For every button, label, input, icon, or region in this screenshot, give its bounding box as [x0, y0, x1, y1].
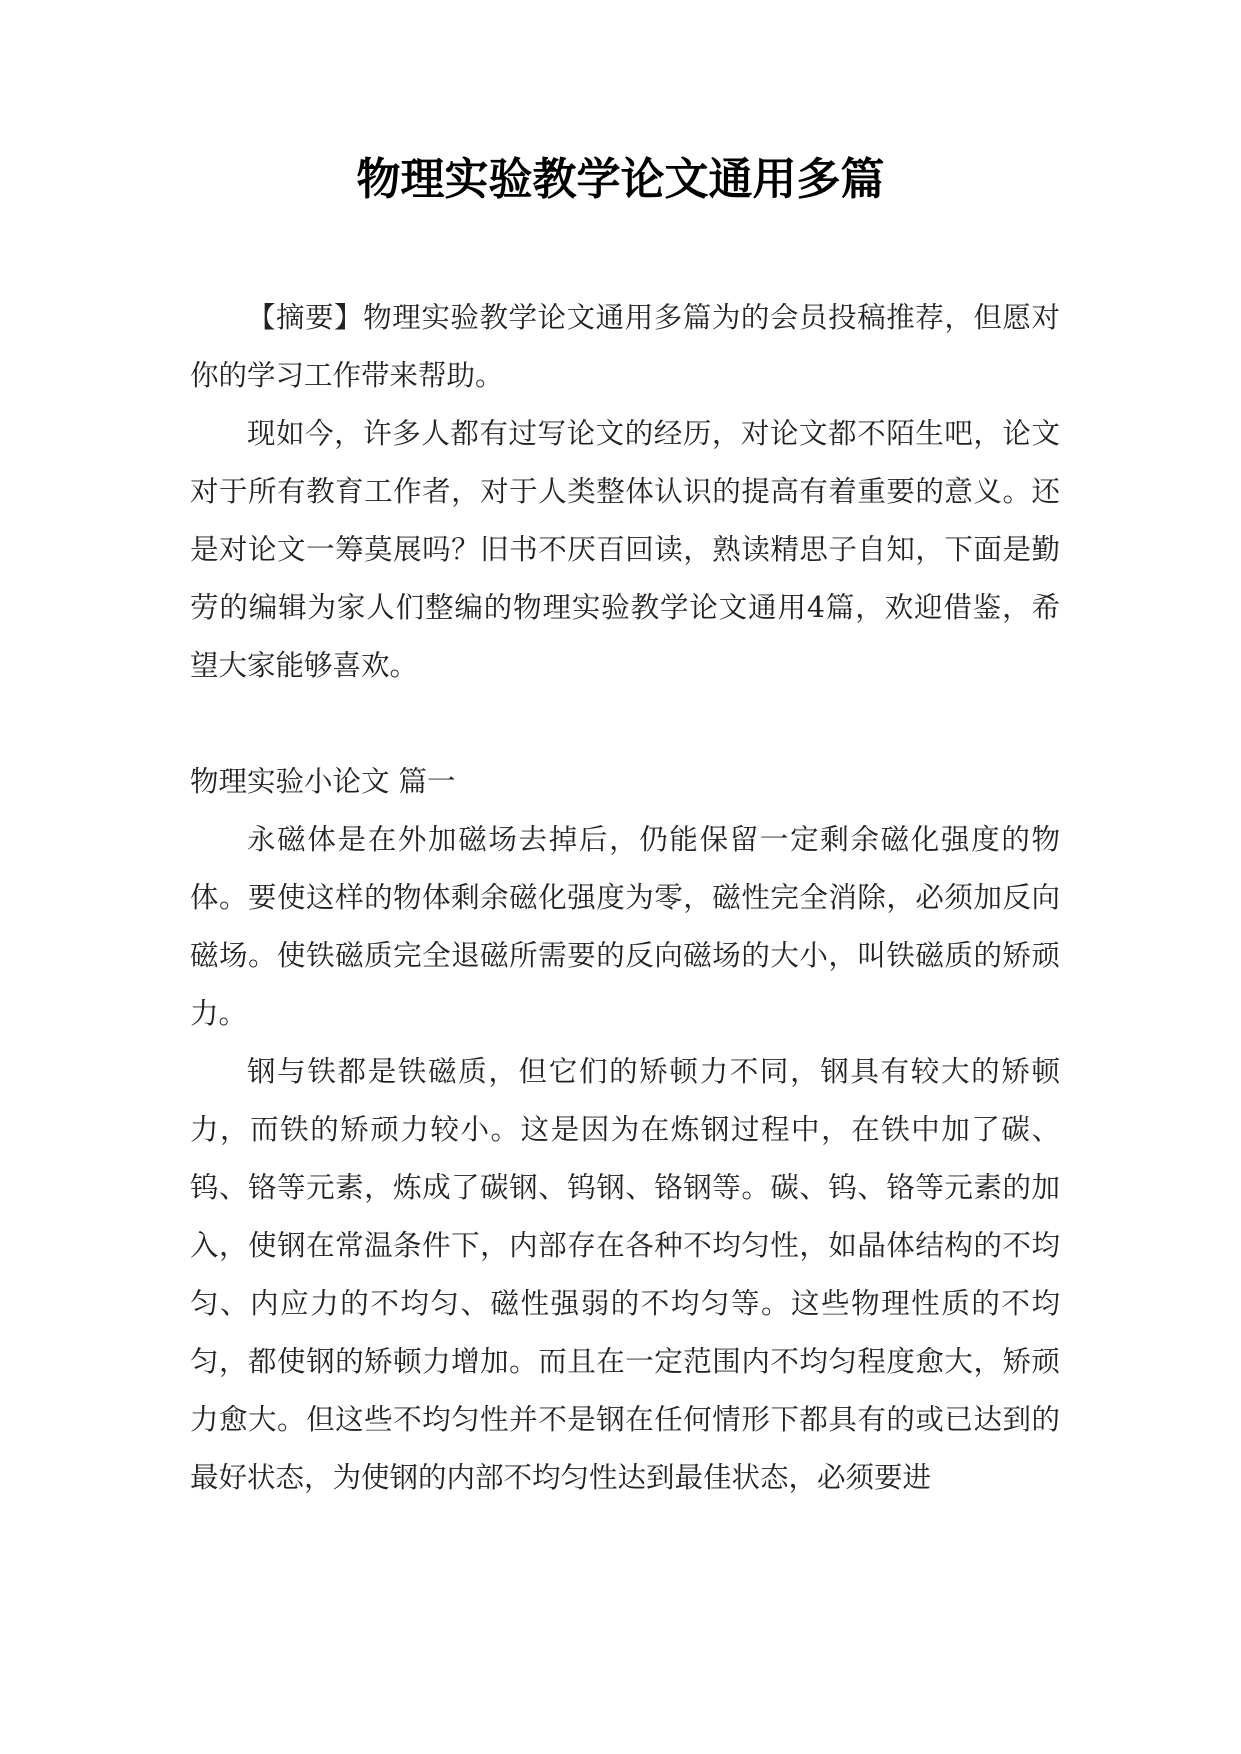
- section-spacer: [190, 695, 1060, 753]
- document-body: [190, 289, 1060, 1507]
- intro-paragraph: 现如今，许多人都有过写论文的经历，对论文都不陌生吧，论文对于所有教育工作者，对于人类整体认识的提高有着重要的意义。还是对论文一筹莫展吗？旧书不厌百回读，熟读精思子自知，下面是勤劳的编辑为家人们整编的物理实验教学论文通用4篇，欢迎借鉴，希望大家能够喜欢。: [190, 417, 1060, 682]
- abstract-paragraph: 【摘要】物理实验教学论文通用多篇为的会员投稿推荐，但愿对你的学习工作带来帮助。: [190, 301, 1060, 392]
- body-paragraph-1: 永磁体是在外加磁场去掉后，仍能保留一定剩余磁化强度的物体。要使这样的物体剩余磁化强度为零，磁性完全消除，必须加反向磁场。使铁磁质完全退磁所需要的反向磁场的大小，叫铁磁质的矫顽力。: [190, 823, 1060, 1030]
- document-title: 物理实验教学论文通用多篇: [356, 154, 885, 205]
- body-paragraph-2: 钢与铁都是铁磁质，但它们的矫顿力不同，钢具有较大的矫顿力，而铁的矫顽力较小。这是因为在炼钢过程中，在铁中加了碳、钨、铬等元素，炼成了碳钢、钨钢、铬钢等。碳、钨、铬等元素的加入，使钢在常温条件下，内部存在各种不均匀性，如晶体结构的不均匀、内应力的不均匀、磁性强弱的不均匀等。这些物理性质的不均匀，都使钢的矫顿力增加。而且在一定范围内不均匀程度愈大，矫顽力愈大。但这些不均匀性并不是钢在任何情形下都具有的或已达到的最好状态，为使钢的内部不均匀性达到最佳状态，必须要进: [190, 1055, 1060, 1494]
- section-heading: 物理实验小论文 篇一: [190, 765, 456, 798]
